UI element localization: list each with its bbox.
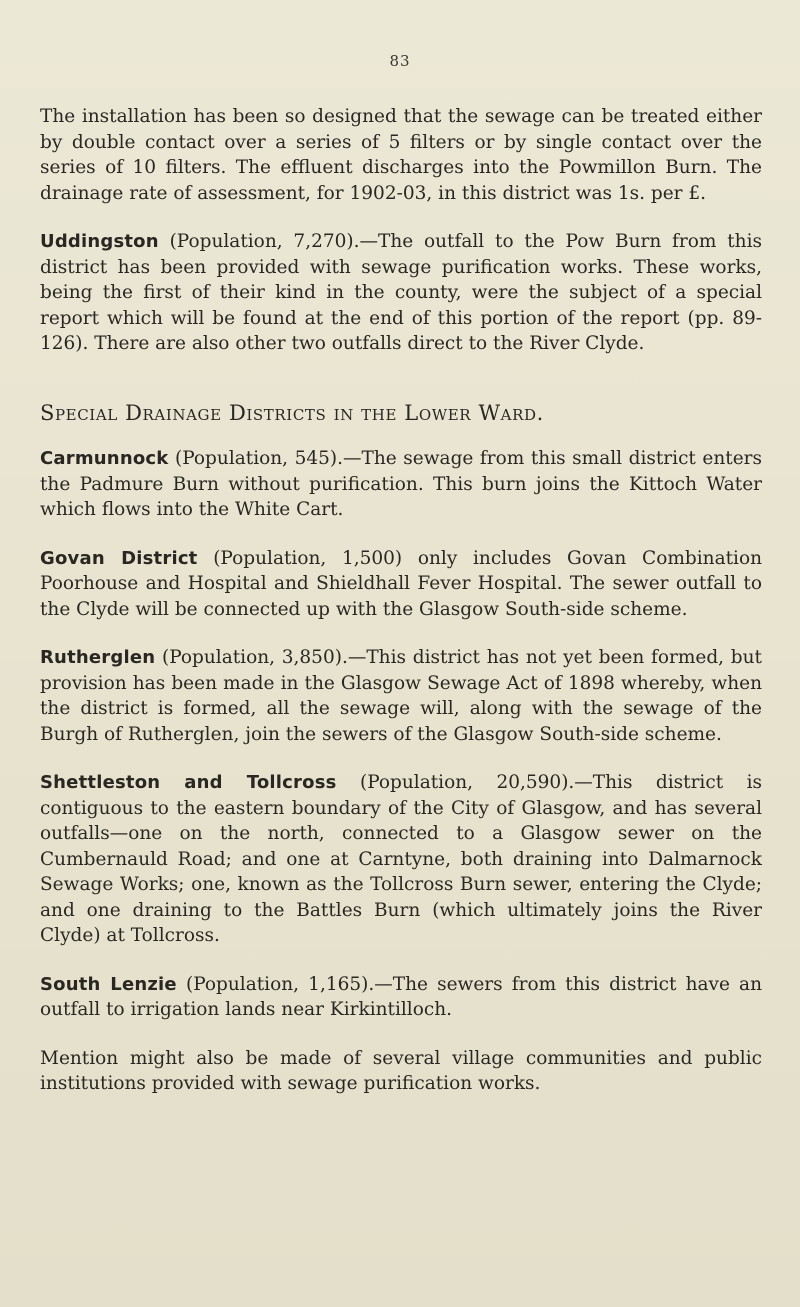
- district-text: (Population, 7,270).—The outfall to the Pow Burn from this district has been provided with sewage purification works. These works, being the first of their kind in the county, were the subject of a special report which will be found at the end of this portion of the report (pp. 89-126). There are also other two outfalls direct to the River Clyde.: [40, 231, 762, 354]
- shettleston-paragraph: [40, 770, 762, 949]
- govan-paragraph: [40, 546, 762, 623]
- intro-paragraph: The installation has been so designed that the sewage can be treated either by double contact over a series of 5 filters or by single contact over the series of 10 filters. The effluent discharges into the Powmillon Burn. The drainage rate of assessment, for 1902-03, in this district was 1s. per £.: [40, 106, 762, 204]
- uddingston-paragraph: [40, 229, 762, 357]
- south-lenzie-paragraph: [40, 972, 762, 1023]
- district-text: (Population, 3,850).—This district has not yet been formed, but provision has been made in the Glasgow Sewage Act of 1898 whereby, when the district is formed, all the sewage will, along with the sewage of the Burgh of Rutherglen, join the sewers of the Glasgow South-side scheme.: [40, 647, 762, 745]
- page-body: [40, 104, 762, 1097]
- section-heading: Special Drainage Districts in the Lower Ward.: [40, 400, 544, 425]
- district-name: Uddingston: [40, 231, 159, 252]
- closing-paragraph: Mention might also be made of several village communities and public institutions provided with sewage purification works.: [40, 1047, 762, 1094]
- district-name: South Lenzie: [40, 973, 177, 995]
- district-name: Shettleston and Tollcross: [40, 772, 337, 793]
- page-number: 83: [389, 52, 411, 70]
- district-text: (Population, 20,590).—This district is contiguous to the eastern boundary of the City of Glasgow, and has several outfalls—one on the north, connected to a Glasgow sewer on the Cumbernauld Road; and one at Carntyne, both draining into Dalmarnock Sewage Works; one, known as the Tollcross Burn sewer, entering the Clyde; and one draining to the Battles Burn (which ultimately joins the River Clyde) at Tollcross.: [40, 772, 763, 946]
- district-text: (Population, 1,165).—The sewers from this district have an outfall to irrigation lands near Kirkintilloch.: [40, 973, 763, 1020]
- district-name: Rutherglen: [40, 647, 156, 668]
- rutherglen-paragraph: [40, 645, 762, 747]
- carmunnock-paragraph: [40, 446, 762, 523]
- district-name: Govan District: [40, 547, 198, 569]
- district-text: (Population, 545).—The sewage from this small district enters the Padmure Burn without purification. This burn joins the Kittoch Water which flows into the White Cart.: [40, 448, 762, 520]
- district-text: (Population, 1,500) only includes Govan Combination Poorhouse and Hospital and Shieldhall Fever Hospital. The sewer outfall to the Clyde will be connected up with the Glasgow South-side scheme.: [40, 547, 762, 620]
- district-name: Carmunnock: [40, 448, 169, 469]
